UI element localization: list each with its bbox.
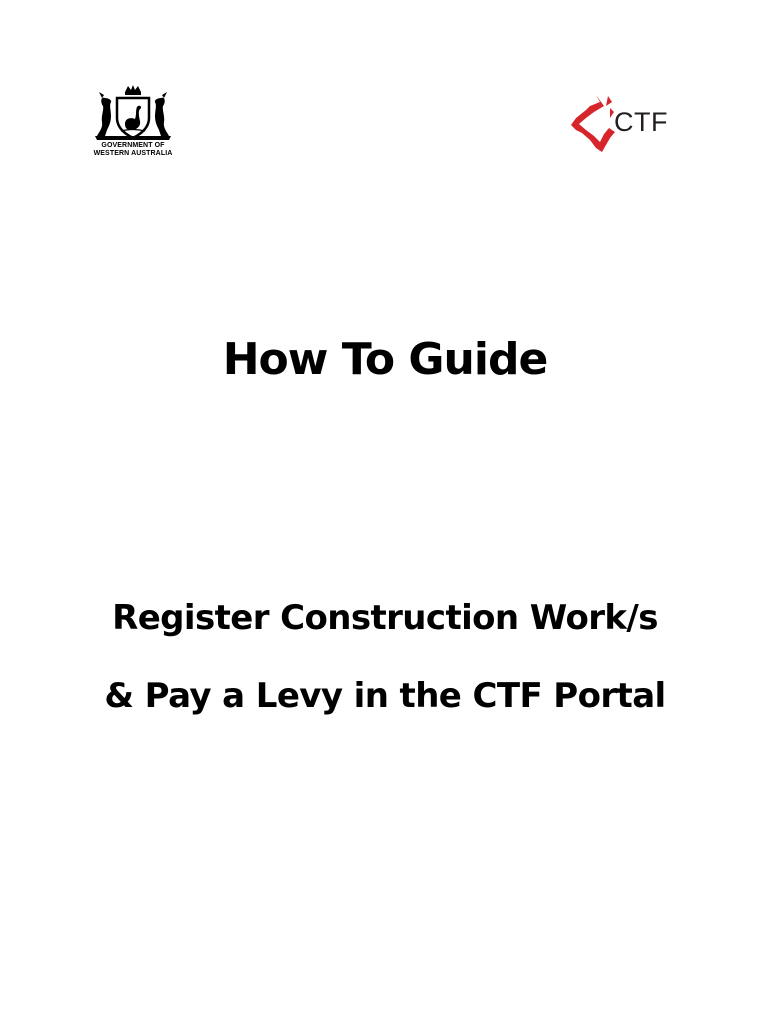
ctf-logo — [566, 92, 682, 158]
gov-logo-text — [88, 142, 178, 158]
gov-logo-line2: WESTERN AUSTRALIA — [93, 150, 173, 157]
document-subtitle-line2: & Pay a Levy in the CTF Portal — [104, 676, 666, 716]
ctf-logo-mark-icon — [566, 92, 620, 158]
wa-coat-of-arms-icon — [91, 84, 175, 142]
ctf-logo-text: CTF — [614, 107, 668, 137]
government-of-western-australia-logo — [88, 84, 178, 160]
gov-logo-line1: GOVERNMENT OF — [101, 142, 165, 149]
document-subtitle-line1: Register Construction Work/s — [112, 598, 658, 638]
document-title: How To Guide — [222, 334, 548, 385]
